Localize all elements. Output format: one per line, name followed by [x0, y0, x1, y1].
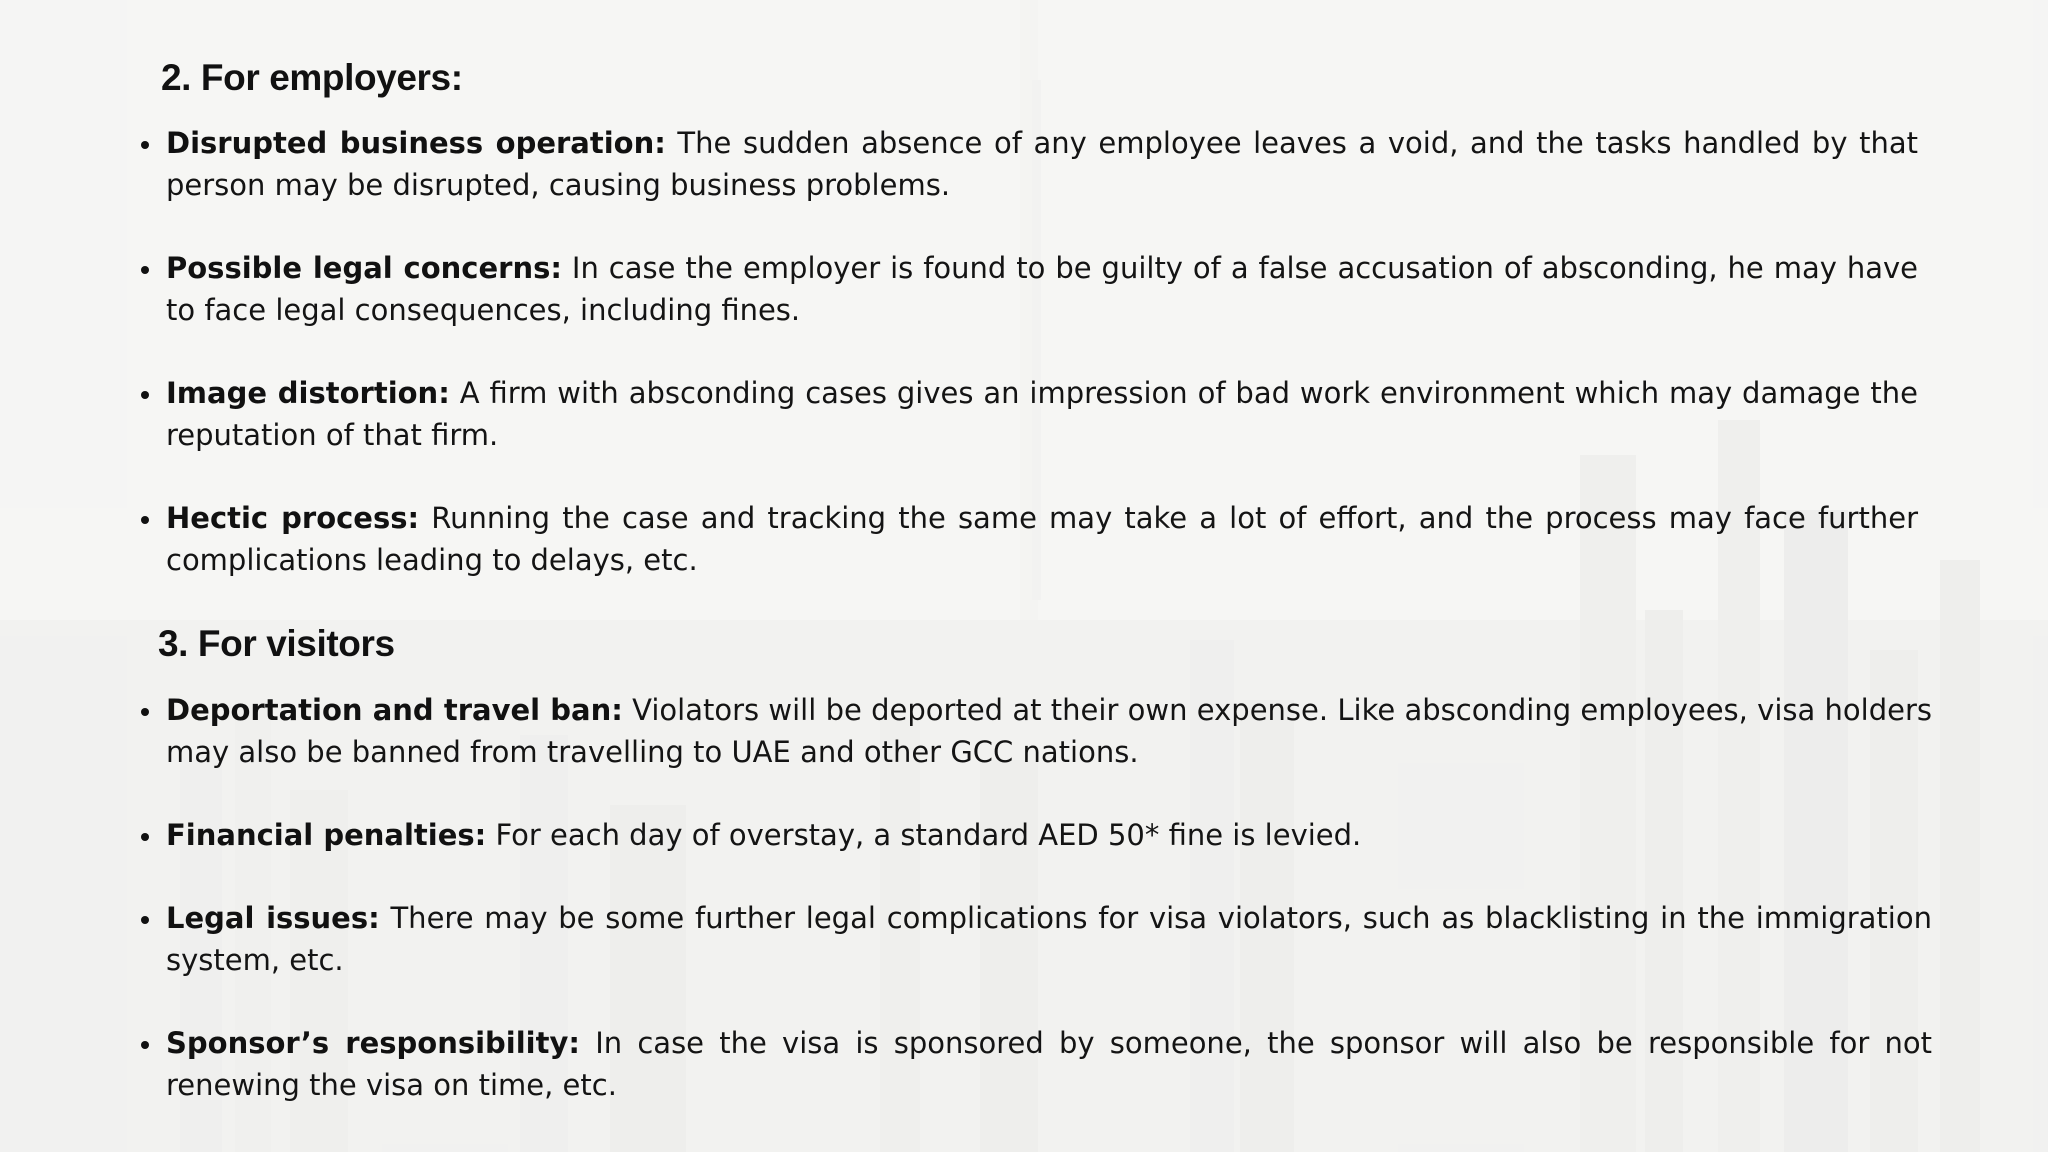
bullet-icon: [141, 916, 149, 924]
bullet-text: The sudden absence of any employee leaves a void, and the tasks handled by that person may be disrupted, causing business problems.: [166, 126, 1918, 202]
list-item: [166, 372, 1918, 456]
list-item: [166, 497, 1918, 581]
bullet-term: Deportation and travel ban:: [166, 693, 623, 727]
bullet-text: Violators will be deported at their own expense. Like absconding employees, visa holders may also be banned from travelling to UAE and other GCC nations.: [166, 693, 1933, 769]
bullet-icon: [141, 391, 149, 399]
visitors-heading: 3. For visitors: [158, 623, 395, 664]
bullet-text: For each day of overstay, a standard AED 50* fine is levied.: [486, 818, 1362, 852]
bullet-term: Financial penalties:: [166, 818, 487, 852]
list-item: [166, 1022, 1932, 1106]
list-item: [166, 814, 1932, 856]
bullet-term: Possible legal concerns:: [166, 251, 562, 285]
bullet-text: In case the visa is sponsored by someone, the sponsor will also be responsible for not renewing the visa on time, etc.: [166, 1026, 1933, 1102]
bullet-icon: [141, 1041, 149, 1049]
bullet-icon: [141, 833, 149, 841]
bullet-term: Hectic process:: [166, 501, 420, 535]
list-item: [166, 689, 1932, 773]
bullet-term: Legal issues:: [166, 901, 380, 935]
bullet-icon: [141, 266, 149, 274]
bullet-term: Disrupted business operation:: [166, 126, 666, 160]
bullet-icon: [141, 708, 149, 716]
bullet-text: There may be some further legal complications for visa violators, such as blacklisting in the immigration system, etc.: [166, 901, 1932, 977]
bullet-icon: [141, 141, 149, 149]
list-item: [166, 247, 1918, 331]
bullet-icon: [141, 516, 149, 524]
bullet-text: In case the employer is found to be guilty of a false accusation of absconding, he may have to face legal consequences, including fines.: [166, 251, 1918, 327]
bullet-text: Running the case and tracking the same may take a lot of effort, and the process may face further complications leading to delays, etc.: [166, 501, 1918, 577]
bullet-text: A firm with absconding cases gives an impression of bad work environment which may damage the reputation of that firm.: [166, 376, 1919, 452]
employers-heading: 2. For employers:: [161, 57, 463, 98]
list-item: [166, 122, 1918, 206]
list-item: [166, 897, 1932, 981]
bullet-term: Image distortion:: [166, 376, 450, 410]
bullet-term: Sponsor’s responsibility:: [166, 1026, 580, 1060]
